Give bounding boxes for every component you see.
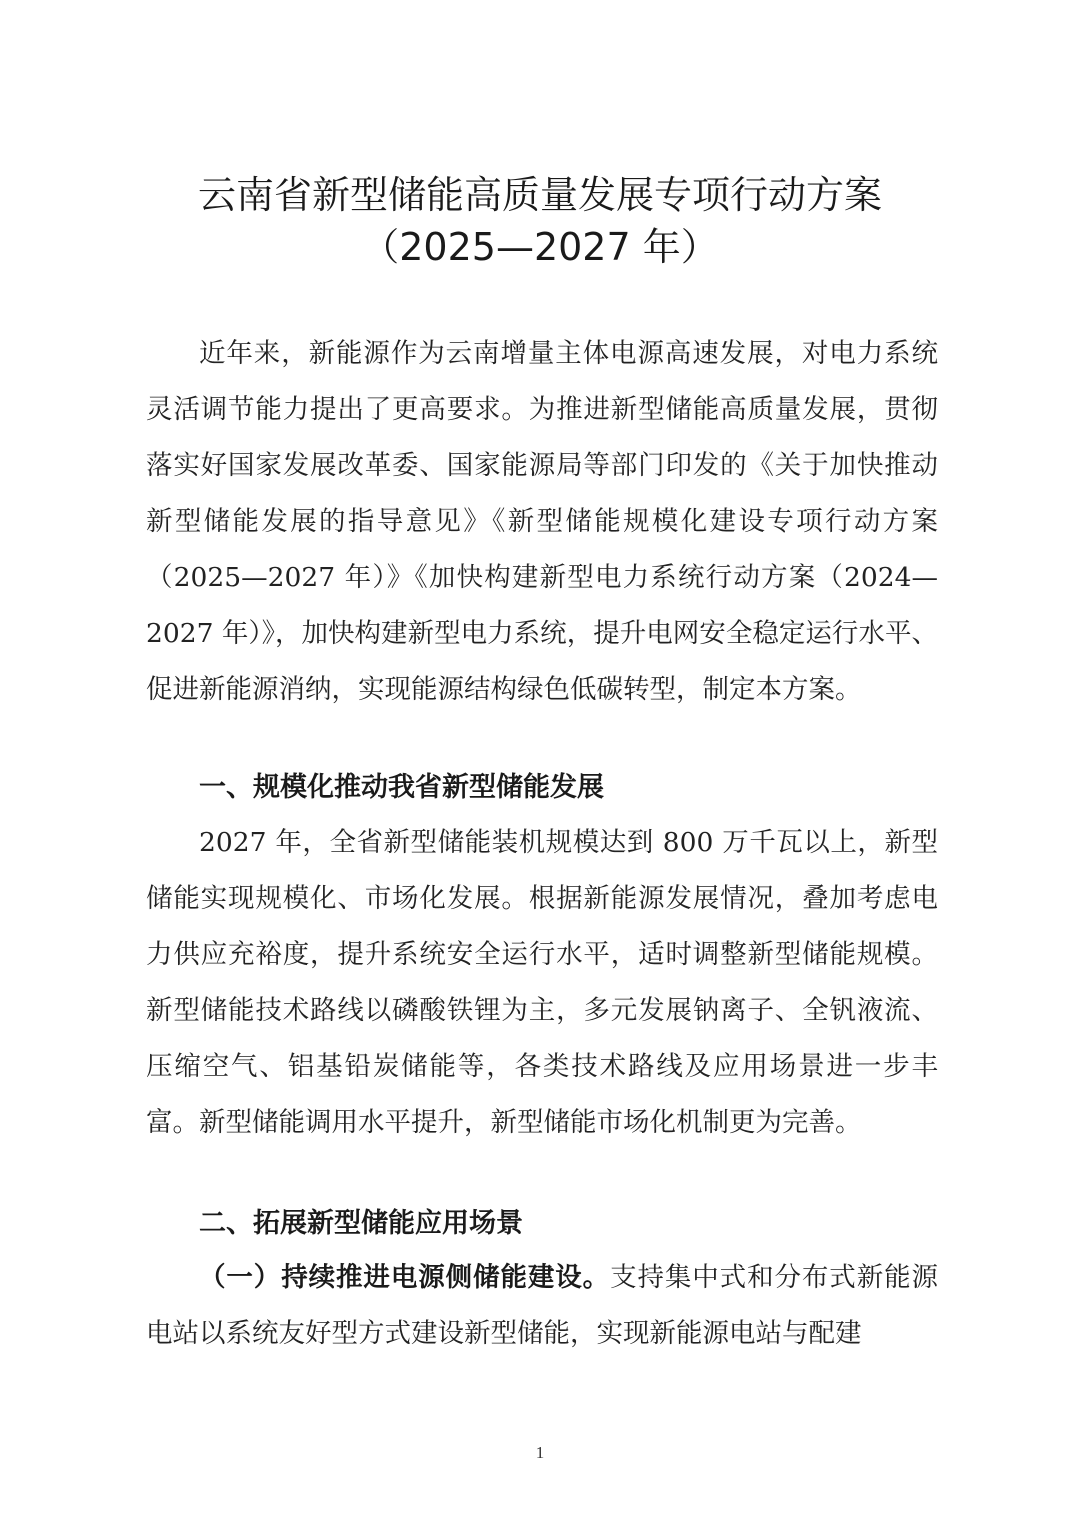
subsection-1-lead: （一）持续推进电源侧储能建设。 (199, 1262, 611, 1293)
page-number: 1 (535, 1443, 545, 1462)
section-1-paragraph: 2027 年，全省新型储能装机规模达到 800 万千瓦以上，新型储能实现规模化、市场化发展。根据新能源发展情况，叠加考虑电力供应充裕度，提升系统安全运行水平，适时调整新型储能规模。新型储能技术路线以磷酸铁锂为主，多元发展钠离子、全钒液流、压缩空气、铝基铅炭储能等，各类技术路线及应用场景进一步丰富。新型储能调用水平提升，新型储能市场化机制更为完善。 (146, 827, 938, 1138)
section-2-heading: 二、拓展新型储能应用场景 (199, 1208, 523, 1239)
subsection-1-paragraph (146, 1250, 938, 1362)
subsection-1-text: 支持集中式和分布式新能源电站以系统友好型方式建设新型储能，实现新能源电站与配建 (146, 1262, 939, 1349)
document-title-period: （2025—2027 年） (361, 225, 719, 269)
document-title: 云南省新型储能高质量发展专项行动方案 (197, 173, 882, 217)
intro-paragraph: 近年来，新能源作为云南增量主体电源高速发展，对电力系统灵活调节能力提出了更高要求。为推进新型储能高质量发展，贯彻落实好国家发展改革委、国家能源局等部门印发的《关于加快推动新型储能发展的指导意见》《新型储能规模化建设专项行动方案（2025—2027 年）》《加快构建新型电力系统行动方案（2024—2027 年）》，加快构建新型电力系统，提升电网安全稳定运行水平、促进新能源消纳，实现能源结构绿色低碳转型，制定本方案。 (146, 338, 938, 705)
section-1-heading: 一、规模化推动我省新型储能发展 (199, 772, 604, 803)
